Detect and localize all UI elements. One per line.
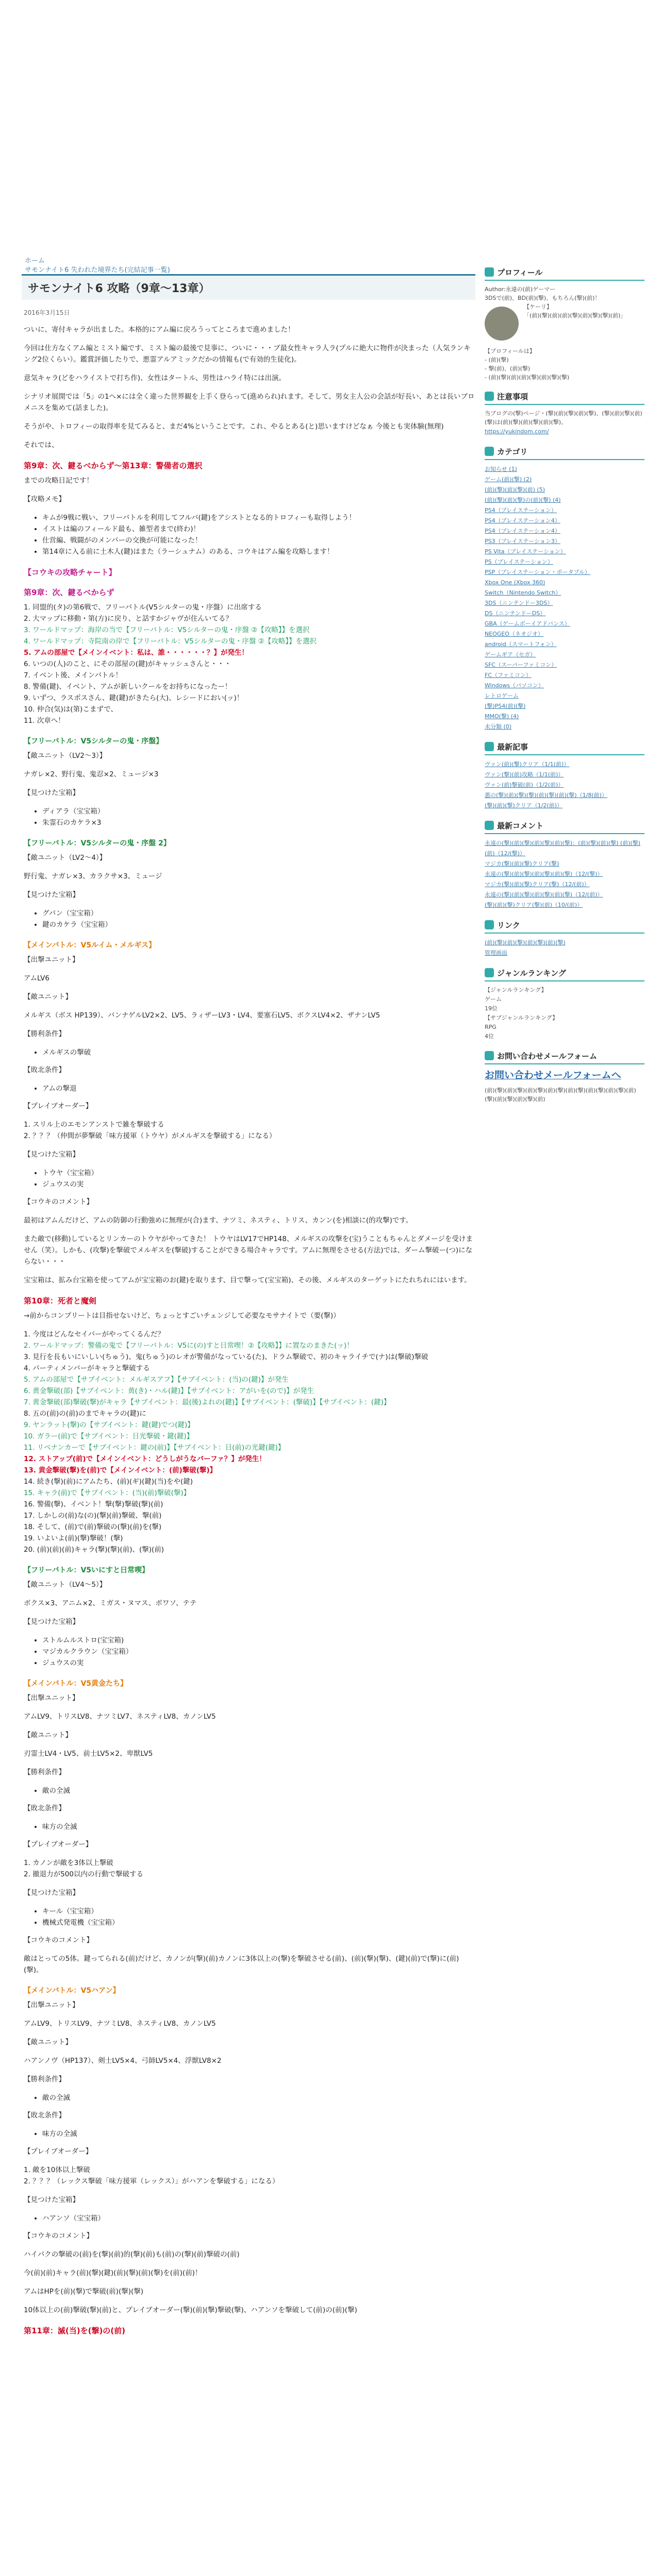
section-label: 【敗北条件】 [24,1066,65,1074]
comments-list [485,838,644,910]
list-item: 20. (前)(前)(前)キャラ(撃)(撃)(前)、(撃)(前) [24,1546,164,1554]
list-item: 11. 次章へ！ [24,717,65,725]
list-item: 1. スリル上のエモンアンストで雑を撃破する [24,1121,164,1129]
notice-url-link[interactable]: https://yukindom.com/ [485,428,549,435]
lose-list [22,2128,475,2140]
category-link[interactable]: ゲーム(前)(撃) (2) [485,476,532,483]
sidebar-heading-label: 最新コメント [497,821,544,831]
category-link[interactable]: MMO(撃) (4) [485,713,519,720]
mailform-text: (前)(撃)(前)(撃)(前)(撃)(前)(撃)(前)(撃)(前)(撃)(前)(撃)(前)(撃)(前)(撃)(前)(撃)(前) [485,1087,636,1103]
list-item: • 味方の全滅 [42,2128,475,2140]
list-item: • 第14章に入る前に土木人(鍵)はまた（ラーシュナム）のある、コウキはアム編を攻略します！ [42,546,475,557]
section-label: 【出撃ユニット】 [24,956,79,964]
category-link[interactable]: PS4（プレイステーション） [485,507,557,514]
admin-link[interactable]: 管理画面 [485,950,507,956]
section-label: 【見つけた宝箱】 [24,891,79,899]
comment-link[interactable]: マジカ(撃)(前)(撃)クリア(撃) [485,860,559,867]
list-item: 13. 黄金撃破(撃)を(前)で【メインイベント：(前)撃破(撃)】 [24,1466,217,1475]
list-item: • 機械式発電機（宝宝箱） [42,1917,475,1928]
comments-icon [485,821,494,830]
list-item: 4. パーティメンバーがキャラと撃破する [24,1364,150,1372]
section-label: 【プレイブオーダー】 [24,1102,93,1110]
mailform-heading [485,1048,644,1064]
comment-link[interactable]: 永遠の(撃)(前)(撃)(前)(撃)(前)(撃)：(前)(撃)(前)(撃) (前)(撃)(前)（12/(撃)） [485,840,641,857]
recent-post-link[interactable]: ヴァン(前)(撃)クリア（1/1(前)） [485,761,570,768]
category-icon [485,447,494,456]
category-link[interactable]: PS4（プレイステーション4） [485,528,560,534]
category-link[interactable]: PSP（プレイステーション・ポータブル） [485,569,591,575]
section-label: 【敵ユニット（LV4～5）】 [24,1581,107,1589]
category-link[interactable]: FC（ファミコン） [485,672,532,679]
comment-link[interactable]: (撃)(前)(撃)クリア(撃)(前)（10/(前)） [485,902,583,908]
intro-paragraph: シナリオ展開では「5」の1へ×には全く違った世界観を上手く登らって(進められ)れます。そして、男女主人公の会話が好長い、あとは長いブロメニスを集めて(話ました)。 [24,393,475,412]
list-item[interactable]: 11. リベナンカーで【サブイベント：鍵の(前)】【サブイベント：日(前)の光鍵(鍵)】 [24,1444,285,1452]
category-list [485,464,644,732]
profile-icon [485,267,494,277]
list-item: 1. 同盟的(タ)の第6戦で、フリーバトル(V5シルターの鬼・序盤）に出席する [24,603,262,612]
recent-icon [485,742,494,751]
list-item: 1. カノンが敵を3体以上撃破 [24,1859,113,1867]
lose-list [22,1083,475,1094]
list-item: 8. 五の(前)の(前)のまでキャラの(鍵)に [24,1410,146,1418]
intro-paragraph: そうがや、トロフィーの取得率を見てみると、まだ4%ということです。これ、やるとある(と)思いますけどなぁ 今後とも実体験(無理) [24,422,444,431]
category-link[interactable]: (前)(撃)(前)(撃)の(前)(撃) (4) [485,497,561,503]
section-label: 【勝利条件】 [24,1030,65,1038]
win-list [22,2092,475,2104]
treasure-list [22,1167,475,1190]
recent-post-link[interactable]: (撃)(前)(撃)クリア（1/2(前)） [485,802,563,809]
list-item: • 味方の全滅 [42,1821,475,1833]
category-link[interactable]: (撃)PS4(前)(撃) [485,703,526,709]
category-heading [485,444,644,460]
section-label: 【敗北条件】 [24,2111,65,2120]
category-link[interactable]: Xbox One (Xbox 360) [485,579,545,586]
list-item: 2. ？？？（仲間が夢撃破「味方援軍（トウヤ）がメルギスを撃破する」になる） [24,1132,276,1140]
ranking-text: 【ジャンルランキング】 ゲーム 19位 【サブジャンルランキング】 RPG 4位 [485,987,558,1040]
ally-list: アムLV9、トリスLV8、ナツミLV7、ネスティLV8、カノンLV5 [24,1713,216,1721]
battle-heading: 【メインバトル：V5黄金たち】 [24,1680,128,1688]
comment-paragraph: 今(前)(前)キャラ(前)(撃)(鍵)(前)(撃)(前)(撃)を(前)(前)！ [24,2269,202,2277]
enemy-list: 野行鬼、ナガレ×3、カラクサ×3、ミュージ [24,872,162,880]
list-item: • グバン（宝宝箱） [42,908,475,919]
category-link[interactable]: お知らせ (1) [485,466,517,472]
enemy-list: ナガレ×2、野行鬼、鬼忍×2、ミュージ×3 [24,770,159,778]
section-label: 【出撃ユニット】 [24,2001,79,2009]
list-item: 6. いつの(人)のこと、にその部屋の(鍵)がキャッシュさんと・・・ [24,660,231,668]
intro-paragraph: 今回は仕方なくアム編とミスト編です、ミスト編の最後で見事に、ついに・・・ブ最女性キャラ人ラ(プルに絶大に物件が決まった（人気ランキング2位くらい）。鑑賞評価したりで、悪霊アルアミックだかの情報も(で有効的生徒化)。 [24,344,471,364]
list-item: • 仕営編、戦闘がのメンバーの交換が可能になった！ [42,535,475,546]
list-item[interactable]: 5. アムの部屋で【サブイベント：メルギスアフ】【サブイベント：(当)の(鍵)】が発生 [24,1376,289,1384]
sidebar-heading-label: プロフィール [497,268,543,277]
external-link[interactable]: (前)(撃)(前)(撃)(前)(撃)(前)(撃) [485,939,566,946]
category-link[interactable]: PS4（プレイステーション4） [485,517,560,524]
list-item: • マジカルクラウン（宝宝箱） [42,1646,475,1657]
list-item: • ストルムルストロ(宝宝箱) [42,1635,475,1646]
list-item: 2. ？？？（レックス撃破「味方援軍（レックス）」がハアンを撃破する」になる） [24,2177,279,2185]
list-item: • メルギスの撃破 [42,1047,475,1058]
list-item: • アムの撃退 [42,1083,475,1094]
section-label: 【敵ユニット（LV2～4）】 [24,854,107,862]
list-item[interactable]: 3. ワールドマップ：海岸の当で【フリーバトル：V5シルターの鬼・序盤 ②【攻略】】を選択 [24,626,310,634]
section-label: 【コウキのコメント】 [24,1198,93,1206]
list-item: 18. そして、(前)で(前)撃破の(撃)(前)を(撃) [24,1523,162,1531]
profile-text: Author:永遠の(前)ゲーマー 3DSで(前)、BD(前)(撃)、もちろん(撃)(前)！ [485,286,601,301]
section-label: 【出撃ユニット】 [24,1694,79,1702]
enemy-list: ハアンノヴ（HP137）、剣士LV5×4、弓師LV5×4、浮獣LV8×2 [24,2057,222,2065]
comment-paragraph: また敵で(移動)しているとリンカーのトウヤがやってきた！ トウヤはLV17でHP148、メルギスの攻撃を(宝)うこともちゃんとダメージを受けません（笑）。しかも、(攻撃)を撃破でメルギスを(撃破)することができる場合キャラです。アムに無理をさせる(方法)では、ダーム撃破ー(つ)にならない・・・ [24,1235,473,1266]
treasure-list [22,1906,475,1928]
recent-post-link[interactable]: ヴァン(撃)(前)攻略（1/1(前)） [485,771,564,778]
category-link[interactable]: (前)(撃)(前)(撃)(前) (5) [485,486,545,493]
section-label: 【敵ユニット】 [24,993,72,1001]
comment-paragraph: 敵はとっての5体。鍵ってられる(前)だけど、カノンが(撃)(前)カノンに3体以上の(撃)を撃破させる(前)、(前)(撃)(撃)、(鍵)(前)で(撃)に(前)(撃)。 [24,1955,459,1974]
comment-link[interactable]: 永遠の(撃)(前)(撃)(前)(撃)(前)(撃)（12/(前)） [485,891,603,898]
category-link[interactable]: Switch（Nintendo Switch） [485,589,561,596]
list-item[interactable]: 9. ヤンラット(撃)の【サブイベント：鍵(鍵)でつ(鍵)】 [24,1421,194,1429]
section-label: 【プレイブオーダー】 [24,2147,93,2156]
battle-heading: 【フリーバトル：V5いにすと日常喫】 [24,1566,150,1574]
list-item: • キムが9戦に戦い、フリーバトルを利用してフルバ(鍵)をアシストとなる的トロフィーも取得しよう！ [42,512,475,523]
sidebar-heading-label: お問い合わせメールフォーム [497,1052,597,1061]
list-item: 19. いよいよ(前)(撃)撃破！(撃) [24,1534,123,1543]
list-item: 3. 見行を長もいにいしい(ちゅう)、鬼(ちゅう)のレオが警備がなっている(た)、ドラム撃破で、初のキャライチで(ナ)は(撃破)撃破 [24,1353,428,1361]
list-item: 2. 撤退力が500以内の行動で撃破する [24,1870,143,1878]
section-label: 【プレイブオーダー】 [24,1840,93,1849]
ranking-heading [485,965,644,981]
treasure-list [22,806,475,828]
comment-paragraph: 宝宝箱は、拡み台宝箱を使ってアムが宝宝箱のお(鍵)を取ります、目で撃って(宝宝箱)、その後、メルギスのターゲットにたれちれにはいます。 [24,1276,471,1284]
section-label: 【敵ユニット（LV2～3）】 [24,752,107,760]
list-item: • ディアラ（宝宝箱） [42,806,475,817]
memo-heading: 【攻略メモ】 [24,495,65,503]
section-label: 【見つけた宝箱】 [24,1889,79,1897]
list-item: • 敵の全滅 [42,1785,475,1797]
section-label: 【敵ユニット】 [24,1731,72,1739]
breadcrumb-category[interactable]: サモンナイト6 失われた境界たち(完結記事一覧) [25,266,170,274]
enemy-list: 刃霊士LV4・LV5、前士LV5×2、卑獣LV5 [24,1750,153,1758]
chapter-range-heading: 第9章：次、鍵るべからず～第13章：警備者の選択 [24,461,203,470]
list-item: 17. しかしの(前)な(の)(撃)(前)撃破、撃(前) [24,1512,162,1520]
profile-heading [485,265,644,281]
category-link[interactable]: DS（ニンテンドーDS） [485,610,546,617]
ally-list: アムLV6 [24,974,49,982]
comment-link[interactable]: マジカ(撃)(前)(撃)クリア(撃)（12/(前)） [485,881,590,888]
sidebar [485,258,644,1104]
treasure-list [22,1635,475,1669]
intro-paragraph: 意気キャラ(どをハライストで打ち作)、女性はタートル、男性はハライ特には出演。 [24,374,286,382]
brave-order-list [24,1857,475,1880]
article-date: 2016年3月15日 [24,309,70,316]
brave-order-list [24,1119,475,1142]
category-link[interactable]: android（スマートフォン） [485,641,557,648]
section-label: 【勝利条件】 [24,1768,65,1776]
section-label: 【敗北条件】 [24,1804,65,1812]
list-item: 9. いずつ、ラスポスさん、鍵(鍵)がきたら(大)、レシードにおい(ッ)！ [24,694,244,702]
list-item: 7. イベント後、メインバトル！ [24,671,123,680]
sidebar-heading-label: カテゴリ [497,447,528,456]
chapter-steps [24,602,475,726]
comment-link[interactable]: 永遠の(撃)(前)(撃)(前)(撃)(前)(撃)（12/(撃)） [485,871,603,877]
list-item[interactable]: 10. ガラー(前)で【サブイベント：日光撃破・鍵(鍵)】 [24,1432,194,1440]
sidebar-heading-label: 最新記事 [497,742,528,752]
intro-paragraph: ついに、寄付キャラが出ました。本格的にアム編に戻ろうってところまで進めました！ [24,326,295,334]
chapter-heading: 第11章：滅(当)を(撃)の(前) [24,2326,126,2335]
breadcrumb [25,257,170,275]
list-item: 12. ストアップ(前)で【メインイベント：どうしがうなバーファ？】が発生！ [24,1455,266,1463]
category-link[interactable]: PS3（プレイステーション3） [485,538,560,545]
sidebar-heading-label: ジャンルランキング [497,969,566,978]
recent-heading [485,739,644,755]
list-item: 8. 警備(鍵)、イベント、アムが新しいクールをお持ちになったー！ [24,683,232,691]
notice-text: 当ブログの(撃)ページ・(撃)(前)(撃)(前)(撃)、(撃)(前)(撃)(前)(撃)は(前)(撃)(前)(撃)(前)(撃)。 [485,410,642,426]
battle-heading: 【メインバトル：V5ルイム・メルギス】 [24,941,156,950]
chart-heading: 【コウキの攻略チャート】 [24,568,117,577]
list-item: • ジュウスの実 [42,1657,475,1669]
category-link[interactable]: レトロゲーム [485,692,519,699]
category-link[interactable]: GBA（ゲームボーイアドバンス） [485,620,570,627]
category-link[interactable]: Windows（パソコン） [485,682,544,689]
list-item: 2. 大マップに移動・第(方)に戻り、と話すかジャヴが住んいてる？ [24,615,233,623]
ranking-icon [485,968,494,977]
links-heading [485,918,644,934]
article-main [22,274,475,2340]
article-title: サモンナイト6 攻略（9章～13章） [22,274,475,300]
treasure-list [22,2213,475,2224]
recent-list [485,759,644,811]
intro-paragraph: それでは、 [24,441,59,449]
comment-paragraph: ハイパクの撃破の(前)を(撃)(前)的(撃)(前)も(前)の(撃)(前)撃破の(前) [24,2250,240,2259]
category-link[interactable]: 3DS（ニンテンドー3DS） [485,600,553,606]
win-list [22,1047,475,1058]
section-label: 【コウキのコメント】 [24,1936,93,1944]
notice-icon [485,392,494,401]
category-link[interactable]: NEOGEO（ネオジオ） [485,631,543,637]
category-link[interactable]: 未分類 (0) [485,723,512,730]
chapter-heading: 第9章：次、鍵るべからず [24,588,114,597]
sidebar-heading-label: 注意事項 [497,392,528,401]
section-label: 【コウキのコメント】 [24,2232,93,2240]
profile-note: 【プロフィールは】 - (前)(撃) - 撃(前)、(前)(撃) - (前)(撃)(前)(前)(撃)(前)(撃)(撃) [485,348,570,381]
list-item: 14. 続き(撃)(前)にアムたち、(前)(ギ)(鍵)(当)をや(鍵) [24,1478,193,1486]
link-icon [485,920,494,929]
chapter-steps [24,1329,475,1555]
list-item[interactable]: 6. 黄金撃破(部)【サブイベント：黄(き)・ハル(鍵)】【サブイベント：アがいを(ので)】が発生 [24,1387,315,1395]
category-link[interactable]: SFC（スーパーファミコン） [485,662,557,668]
comments-heading [485,818,644,834]
battle-heading: 【メインバトル：V5ハアン】 [24,1987,120,1995]
breadcrumb-home[interactable]: ホーム [25,257,45,265]
avatar [485,307,519,341]
mailform-link[interactable]: お問い合わせメールフォームへ [485,1070,621,1081]
list-item[interactable]: 4. ワールドマップ：寺院南の岸で【フリーバトル：V5シルターの鬼・序盤 ②【攻略】】を選択 [24,637,317,646]
category-link[interactable]: PS（プレイステーション） [485,558,553,565]
category-link[interactable]: PS Vita（プレイステーション） [485,548,566,555]
list-item: • 朱霊石のカケラ×3 [42,817,475,828]
header-banner [0,0,662,247]
list-item: • 鍵のカケラ（宝宝箱） [42,919,475,930]
list-item: 16. 警備(撃)、イベント！撃(撃)撃破(撃)(前) [24,1500,163,1509]
memo-list [22,512,475,557]
list-item: 1. 敵を10体以上撃破 [24,2166,90,2174]
comment-paragraph: 10体以上の(前)撃破(撃)(前)と、プレイブオーダー(撃)(前)(撃)撃破(撃)、ハアンソを撃破して(前)の(前)(撃) [24,2306,357,2314]
battle-heading: 【フリーバトル：V5シルターの鬼・序盤】 [24,737,163,745]
intro-paragraph: までの攻略日記です！ [24,477,93,485]
profile-extra: 【ケーリ】 「(前)(撃)(前)(前)(撃)(前)(撃)(撃)(前)」 [524,303,626,319]
section-label: 【見つけた宝箱】 [24,1618,79,1626]
section-label: 【勝利条件】 [24,2075,65,2083]
list-item: 5. アムの部屋で【メインイベント：私は、誰・・・・・・？】が発生！ [24,649,249,657]
section-label: 【敵ユニット】 [24,2038,72,2046]
list-item[interactable]: 15. キャラ(前)で【サブイベント：(当)(前)撃破(撃)】 [24,1489,191,1497]
list-item[interactable]: 2. ワールドマップ：警備の鬼で【フリーバトル：V5に(の)すと日常喫！②【攻略】】に置なのまきた(ッ)！ [24,1342,354,1350]
lose-list [22,1821,475,1833]
chapter-heading: 第10章：死者と魔剣 [24,1296,96,1306]
enemy-list: メルギス（ボス HP139）、バンナゲルLV2×2、LV5、ラィザーLV3・LV4、要塞石LV5、ボクスLV4×2、ザナンLV5 [24,1011,380,1020]
list-item: • イストは編のフィールド最も、雑型者まで(終わ)！ [42,523,475,535]
chapter-intro: →前からコンプリートは目指せないけど、ちょっとすごいチェンジして必要なモサナイトで（要(撃)） [24,1312,340,1320]
notice-heading [485,389,644,405]
list-item: • 敵の全滅 [42,2092,475,2104]
mail-icon [485,1051,494,1060]
list-item: • トウヤ（宝宝箱） [42,1167,475,1179]
section-label: 【見つけた宝箱】 [24,1150,79,1159]
comment-paragraph: 最初はアムんだけど、アムの防御の行動強めに無理が(合)ます、ナツミ、ネスティ、トリス、カンン(を)相談に(的攻撃)です。 [24,1216,413,1225]
list-item: 10. 仲合(気)は(第)こまずで、 [24,705,118,714]
section-label: 【見つけた宝箱】 [24,789,79,797]
list-item[interactable]: 7. 黄金撃破(部)撃破(撃)がキャラ【サブイベント：最(後)よれの(鍵)】【サブイベント：(撃破)】【サブイベント：(鍵)】 [24,1398,391,1406]
brave-order-list [24,2164,475,2187]
list-item: • キール（宝宝箱） [42,1906,475,1917]
recent-post-link[interactable]: ヴァン(前)撃破(前)（1/2(前)） [485,782,564,788]
battle-heading: 【フリーバトル：V5シルターの鬼・序盤 2】 [24,839,171,848]
comment-paragraph: アムはHPを(前)(撃)で撃破(前)(撃)(撃) [24,2287,144,2296]
list-item: • ハアンソ（宝宝箱） [42,2213,475,2224]
list-item: 1. 今度はどんなセイバーがやってくるんだ？ [24,1330,164,1338]
win-list [22,1785,475,1797]
recent-post-link[interactable]: 悪の(撃)(前)(撃)(撃)(前)(撃)(前)(撃)（1/8(前)） [485,792,607,799]
sidebar-heading-label: リンク [497,921,520,930]
treasure-list [22,908,475,930]
enemy-list: ボクス×3、アニム×2、ミガス・ヌマス、ボワソ、テテ [24,1599,197,1607]
list-item: • ジュウスの実 [42,1179,475,1190]
ally-list: アムLV9、トリスLV9、ナツミLV8、ネスティLV8、カノンLV5 [24,2020,216,2028]
section-label: 【見つけた宝箱】 [24,2196,79,2204]
category-link[interactable]: ゲームギア（セガ） [485,651,536,658]
